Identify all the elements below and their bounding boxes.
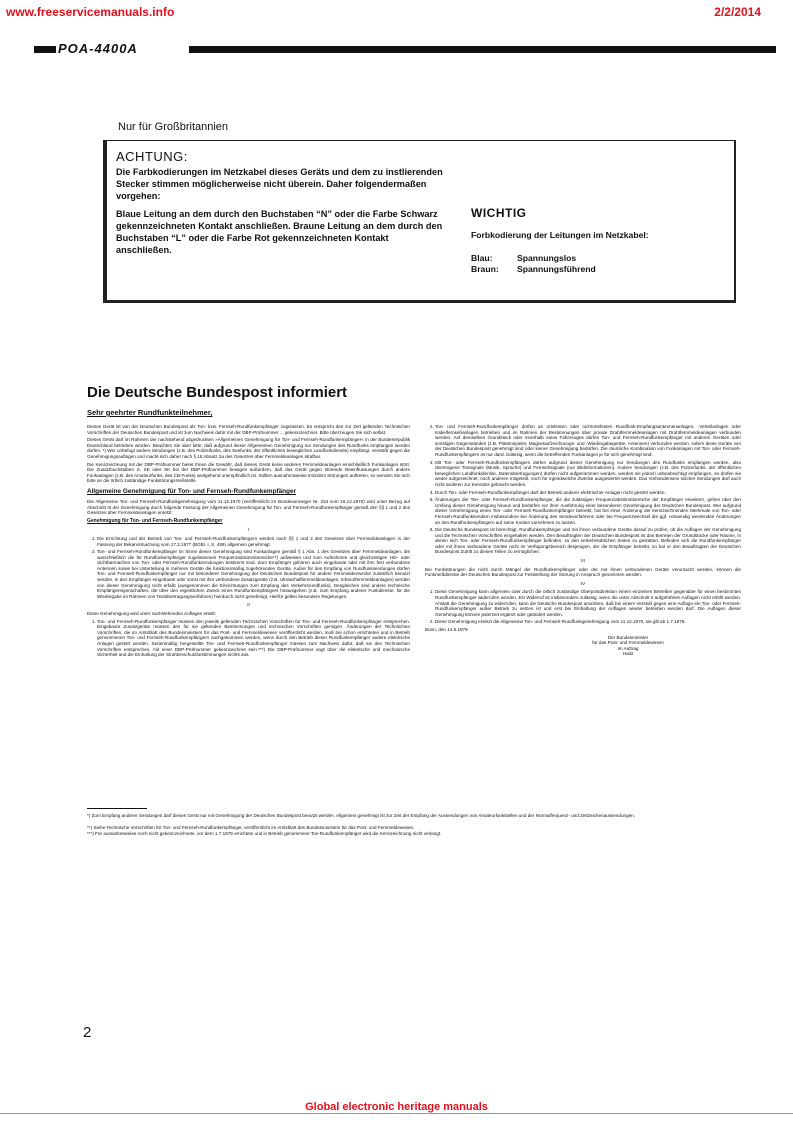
wichtig-key: Braun: xyxy=(471,264,499,274)
page-number: 2 xyxy=(83,1024,92,1041)
footnote: ***) Für ausnahmsweise noch nicht gekennzeichnete, vor dem 1.7.1979 errichtete und in Betrieb genommene Ton-Rundfunkempfänger wird die Kennzeichnung nicht verlangt. xyxy=(87,831,442,836)
part4-list xyxy=(425,589,741,625)
intro-paragraph: Dieses Gerät darf im Rahmen der nachstehend abgedruckten »Allgemeinen Genehmigung für Ton- und Fernseh-Rundfunkempfänger« in der Bundesrepublik Deutschland betrieben werden. Beachten Sie aber bitte, daß aufgrund dieser Allgemeinen Genehmigung nur Sendungen des Rundfunks empfangen werden dürfen. *) Wer unbefugt andere Sendungen (z.B. des Polizeifunks, des Seefunks, der öffentlichen beweglichen Landfunkdienste) empfängt, verstößt gegen die Genehmigungsauflagen und macht sich daher nach § 15 Absatz 2a des Gesetzes über Fernmeldeanlagen strafbar. xyxy=(87,437,410,459)
uk-note: Nur für Großbritannien xyxy=(118,121,229,133)
list-item: 4. Durch Ton- oder Fernseh-Rundfunkempfänger darf der Betrieb anderer elektrischer Anlagen nicht gestört werden. xyxy=(435,490,741,496)
wichtig-row-blau xyxy=(471,253,576,263)
achtung-para-1: Die Farbkodierungen im Netzkabel dieses Geräts und dem zu instlierenden Stecker stimmen möglicherweise nicht überein. Daher folgendermaßen vorgehen: xyxy=(116,167,443,201)
footnote: *) Zum Empfang anderer Sendungen darf dieses Gerät nur mit Genehmigung der Deutschen Bundespost benutzt werden. Allgemein genehmigt ist zur Zeit der Empfang der Aussendungen von Amateurfunkstellen und der Normalfrequenz- und Zeitzeichenaussendungen. xyxy=(87,813,636,818)
signer-line: Haist xyxy=(622,651,634,657)
header-rule xyxy=(189,46,776,53)
intro-paragraph: Dieses Gerät ist von der Deutschen Bundespost als Ton- bzw. Fernseh-Rundfunkempfänger zugelassen. Es entspricht den zur Zeit geltenden Technischen Vorschriften der Deutschen Bundespost und ist zum Nachweis dafür mit der DBP-Prüfnummer ... gekennzeichnet. Bitte überzeugen Sie sich selbst. xyxy=(87,424,410,435)
list-item: 5. Änderungen der Ton- oder Fernseh-Rundfunkempfänger, die die zulässigen Frequenzabstimmbereiche der Empfänger erweitern, gehen über den Umfang dieser Genehmigung hinaus und bedürfen vor ihrer Ausführung einer besonderen Genehmigung der Deutschen Bundespost. Wer aufgrund dieser Genehmigung einen Ton- oder Fernseh-Rundfunkempfänger betreibt, hat bei einer Änderung der kennzeichnenden Merkmale von Ton- oder Fernseh-Rundfunksendern insbesondere bei Änderung des Sendeverfahrens oder bei Frequenzwechsel die ggf. notwendig werdenden Änderungen an den Rundfunkempfängern auf seine Kosten vornehmen zu lassen. xyxy=(435,497,741,525)
bundespost-title: Die Deutsche Bundespost informiert xyxy=(87,384,348,401)
wichtig-key: Blau: xyxy=(471,253,493,263)
model-name: POA-4400A xyxy=(58,41,138,56)
signer-line: für das Post- und Fernmeldewesen xyxy=(592,640,664,646)
part2-continued-list xyxy=(425,424,741,555)
place-date: Bonn, den 14.5.1979 xyxy=(425,627,468,632)
wichtig-heading: WICHTIG xyxy=(471,206,527,220)
list-item: 6. Die Deutsche Bundespost ist berechtigt, Rundfunkempfänger und mit ihnen verbundene Geräte darauf zu prüfen, ob die Auflagen der Genehmigung und die Technischen Vorschriften eingehalten werden. Den Beauftragten der Deutschen Bundespost ist das Betreten der Grundstücke oder Räume, in denen sich Ton- oder Fernseh-Rundfunkempfänger befinden, zu den verkehrsüblichen Zeiten zu gestatten. Befinden sich die Rundfunkempfänger oder mit ihnen verbundene Geräte nicht im Verfügungsbereich desjenigen, der die Empfänger betreibt, so hat er den Beauftragten der Deutschen Bundespost Zutritt zu diesen Teilen zu ermöglichen. xyxy=(435,527,741,555)
signer-line: Der Bundesminister xyxy=(607,634,649,640)
general-intro: Die Allgemeine Ton- und Fernseh-Rundfunkgenehmigung vom 11.12.1970 (veröffentlicht im Bundesanzeiger Nr. 234 vom 16.12.1970) wird unter Bezug auf Abschnitt III der Genehmigung durch folgende Fassung der Allgemeinen Genehmigung für Ton- und Fernseh-Rundfunkempfänger gemäß den §§ 1 und 2 des Gesetzes über Fernmeldeanlagen ersetzt: xyxy=(87,498,410,516)
general-subheading: Genehmigung für Ton- und Fernseh-Rundfunkempfänger xyxy=(87,517,223,524)
section-number: I xyxy=(247,527,250,533)
intro-paragraph: Die Kennzeichnung mit der DBP-Prüfnummer bietet Ihnen die Gewähr, daß dieses Gerät keine anderen Fernmeldeanlagen einschließlich Funkanlagen stört. Die Zusatzbuchstaben S, SE oder SK bei der DBP-Prüfnummer besagen außerdem, daß das Gerät gegen störende Beeinflussungen durch andere Funkanlagen (z.B. des Amateurfunks, des CB-Funks) weitgehend unempfindlich ist. Sollten ausnahmsweise trotzdem Störungen auftreten, so wenden Sie sich bitte an die örtlich zuständige Funkstörungsmeßstelle. xyxy=(87,461,410,484)
general-heading: Allgemeine Genehmigung für Ton- und Fernseh-Rundfunkempfänger xyxy=(87,487,296,495)
footer-link[interactable]: Global electronic heritage manuals xyxy=(305,1101,488,1113)
wichtig-value: Spannungsführend xyxy=(517,264,596,274)
section-number: IV xyxy=(580,580,586,586)
achtung-para-2: Blaue Leitung an dem durch den Buchstaben “N” oder die Farbe Schwarz gekennzeichneten Kontakt anschließen. Braune Leitung an dem durch den Buchstaben “L” oder die Farbe Rot gekennzeichneten Kontakt anschließen. xyxy=(116,209,443,255)
wichtig-value: Spannungslos xyxy=(517,253,577,263)
print-date: 2/2/2014 xyxy=(714,5,761,19)
part2-list xyxy=(87,619,410,658)
achtung-heading: ACHTUNG: xyxy=(116,149,188,164)
footnote: **) Siehe Technische Vorschriften für Ton- und Fernseh-Rundfunkempfänger, veröffentlicht im Amtsblatt des Bundesministers für das Post- und Fernmeldewesen. xyxy=(87,825,415,830)
wichtig-row-braun xyxy=(471,264,596,274)
list-item: 1. Diese Genehmigung kann allgemein oder durch die örtlich zuständige Oberpostdirektion einem einzelnen Betreiber gegenüber für einen bestimmten Rundfunkempfänger widerrufen werden. Ein Widerruf ist insbesondere zulässig, wenn die unter Abschnitt II aufgeführten Auflagen nicht erfüllt werden. Anstatt die Genehmigung zu widerrufen, kann die Deutsche Bundespost anordnen, daß bei einem Verstoß gegen eine Auflage ein Ton- oder Fernseh-Rundfunkempfänger außer Betrieb zu setzen ist und erst bei Einhaltung der Auflagen wieder betrieben werden darf. Die Auflagen dieser Genehmigung können jederzeit ergänzt oder geändert werden. xyxy=(435,589,741,617)
signature-block xyxy=(515,635,741,657)
footnote-rule xyxy=(87,808,147,809)
footer-rule xyxy=(0,1113,793,1114)
header-bar-block xyxy=(34,46,56,53)
model-header-bar xyxy=(34,41,776,56)
section-number: II xyxy=(247,602,250,608)
wichtig-subtitle: Forbkodierung der Leitungen im Netzkabel: xyxy=(471,230,649,240)
list-item: 2. Ton- und Fernseh-Rundfunkempfänger im Sinne dieser Genehmigung sind Funkanlagen gemäß § 1 Abs. 1 des Gesetzes über Fernmeldeanlagen, die ausschließlich die für Rundfunkempfänger zugelassenen Frequenzabstimmbereiche**) aufweisen und zum Aufnehmen und gleichzeitigen Hör- oder Sichtbarmachen von Ton- oder Fernseh-Rundfunksendungen bestimmt sind. Zum Empfänger gehören auch eingebaute oder mit ihm fest verbundene Antennen sowie bei Unterteilung in mehrere Geräte die funktionsmäßig zugehörenden Geräte. Außer für den Empfang von Rundfunksendungen dürfen Ton- und Fernseh-Rundfunkempfänger nur mit besonderer Genehmigung der Deutschen Bundespost für andere Fernmeldezwecke zusätzlich benutzt werden. In den Empfänger eingebaute oder sonst mit ihm verbundene Zusatzgeräte (z.B. Ultraschallfernmeldeanlagen, Infrarotfernmeldeanlagen) werden von dieser Genehmigung nicht erfaßt (ausgenommen die Einrichtungen zum Empfang des Verkehrsrundfunks). Desgleichen sind andere technische Empfängereigenschaften, die über den eigentlichen Zweck eines Rundfunkempfängers hinausgehen (z.B. zum Empfang anderer Funkdienste, für die Wiedergabe im Rahmen von Textübertragungsverfahren) hierdurch nicht genehmigt. Hierfür gelten besondere Regelungen. xyxy=(97,549,410,599)
list-item: 1. Die Errichtung und der Betrieb von Ton- und Fernseh-Rundfunkempfängern werden nach §§ 1 und 2 des Gesetzes über Fernmeldeanlagen in der Fassung der Bekanntmachung vom 17.3.1977 (BGBl. I, S. 459) allgemein genehmigt. xyxy=(97,536,410,547)
part2-intro: Diese Genehmigung wird unter nachstehenden Auflagen erteilt: xyxy=(87,611,216,617)
part3-text: Bei Funkstörungen die nicht durch Mängel der Rundfunkempfänger oder der mit ihnen verbundenen Geräte verursacht werden, können die Funkmeßdienste der Deutschen Bundespost zur Feststellung der Störung in Anspruch genommen werden. xyxy=(425,566,741,578)
list-item: 3. Mit Ton- oder Fernseh-Rundfunkempfängern dürfen aufgrund dieser Genehmigung nur Sendungen des Rundfunks empfangen werden, also übertragene Tonsignale (Musik, Sprache) und Fernsehsignale (nur Bildinformationen). Andere Sendungen (z.B. des Polizeifunks, der öffentlichen beweglichen Landfunkdienste, Datenübertragungen) dürfen nicht aufgenommen werden, werden sie jedoch unbeabsichtigt empfangen, so dürfen sie weder aufgezeichnet, noch anderen mitgeteilt, noch für irgendwelche Zwecke ausgewertet werden. Das Vorhandensein solcher Sendungen darf auch nicht anderen zur Kenntnis gebracht werden. xyxy=(435,460,741,488)
signer-line: Im Auftrag xyxy=(617,645,639,651)
list-item: 2. Diese Genehmigung ersetzt die Allgemeine Ton- und Fernseh-Rundfunkgenehmigung vom 11.12.1970, sie gilt ab 1.7.1979. xyxy=(435,619,741,625)
list-item: 1. Ton- und Fernseh-Rundfunkempfänger müssen den jeweils geltenden Technischen Vorschriften für Ton- und Fernseh-Rundfunkempfänger entsprechen. Eingebaute Zusatzgeräte müssen den für sie geltenden Bestimmungen und technischen Vorschriften genügen. Änderungen der Technischen Vorschriften, die im Amtsblatt des Bundesministers für das Post- und Fernmeldewesen veröffentlicht werden, muß bei schon errichteten und in Betrieb genommenen Ton- und Fernseh-Rundfunkempfängern nachgekommen werden, wenn durch den Betrieb dieser Rundfunkempfänger andere elektrische Anlagen gestört werden. Serienmäßig hergestellte Ton- und Fernseh-Rundfunkempfänger müssen zum Nachweis dafür, daß sie den Technischen Vorschriften entsprechen, mit einer DBP-Prüfnummer gekennzeichnet sein.***) Die DBP-Prüfnummer sagt über die elektrische und mechanische Sicherheit und die Einhaltung der Strahlenschutzbestimmungen nichts aus. xyxy=(97,619,410,658)
site-url[interactable]: www.freeservicemanuals.info xyxy=(6,5,175,19)
list-item: 2. Ton- und Fernseh-Rundfunkempfänger dürfen an ortsfesten oder nichtortsfesten Rundfunk-Empfangsantennenanlagen, -Verteilanlagen oder Kabelfernsehanlagen betrieben und im Rahmen der Bestimmungen über private Drahtfernmeldeanlagen mit Drahtfernmeldeanlagen verbunden werden. Auf demselben Grundstück oder innerhalb eines Fahrzeuges dürfen Ton- und Fernseh-Rundfunkempfänger mit anderen Geräten oder sonstigen Gegenständen (z.B. Plattenspieler, Magnetaufzeichnungs- und -Wiedergabegeräte, Antennen) verbunden werden, sofern diese Geräte von der Deutschen Bundespost genehmigt sind oder keiner Genehmigung bedürfen. Die räumliche Kombination von Funkanlagen mit Ton- oder Fernseh-Rundfunkempfängern ist nur dann zulässig, wenn die betreffenden Funkanlagen je für sich genehmigt sind. xyxy=(435,424,741,458)
part1-list xyxy=(87,536,410,600)
left-column xyxy=(87,424,410,660)
salutation: Sehr geehrter Rundfunkteilnehmer, xyxy=(87,408,213,417)
right-column xyxy=(425,424,741,657)
section-number: III xyxy=(581,558,585,564)
